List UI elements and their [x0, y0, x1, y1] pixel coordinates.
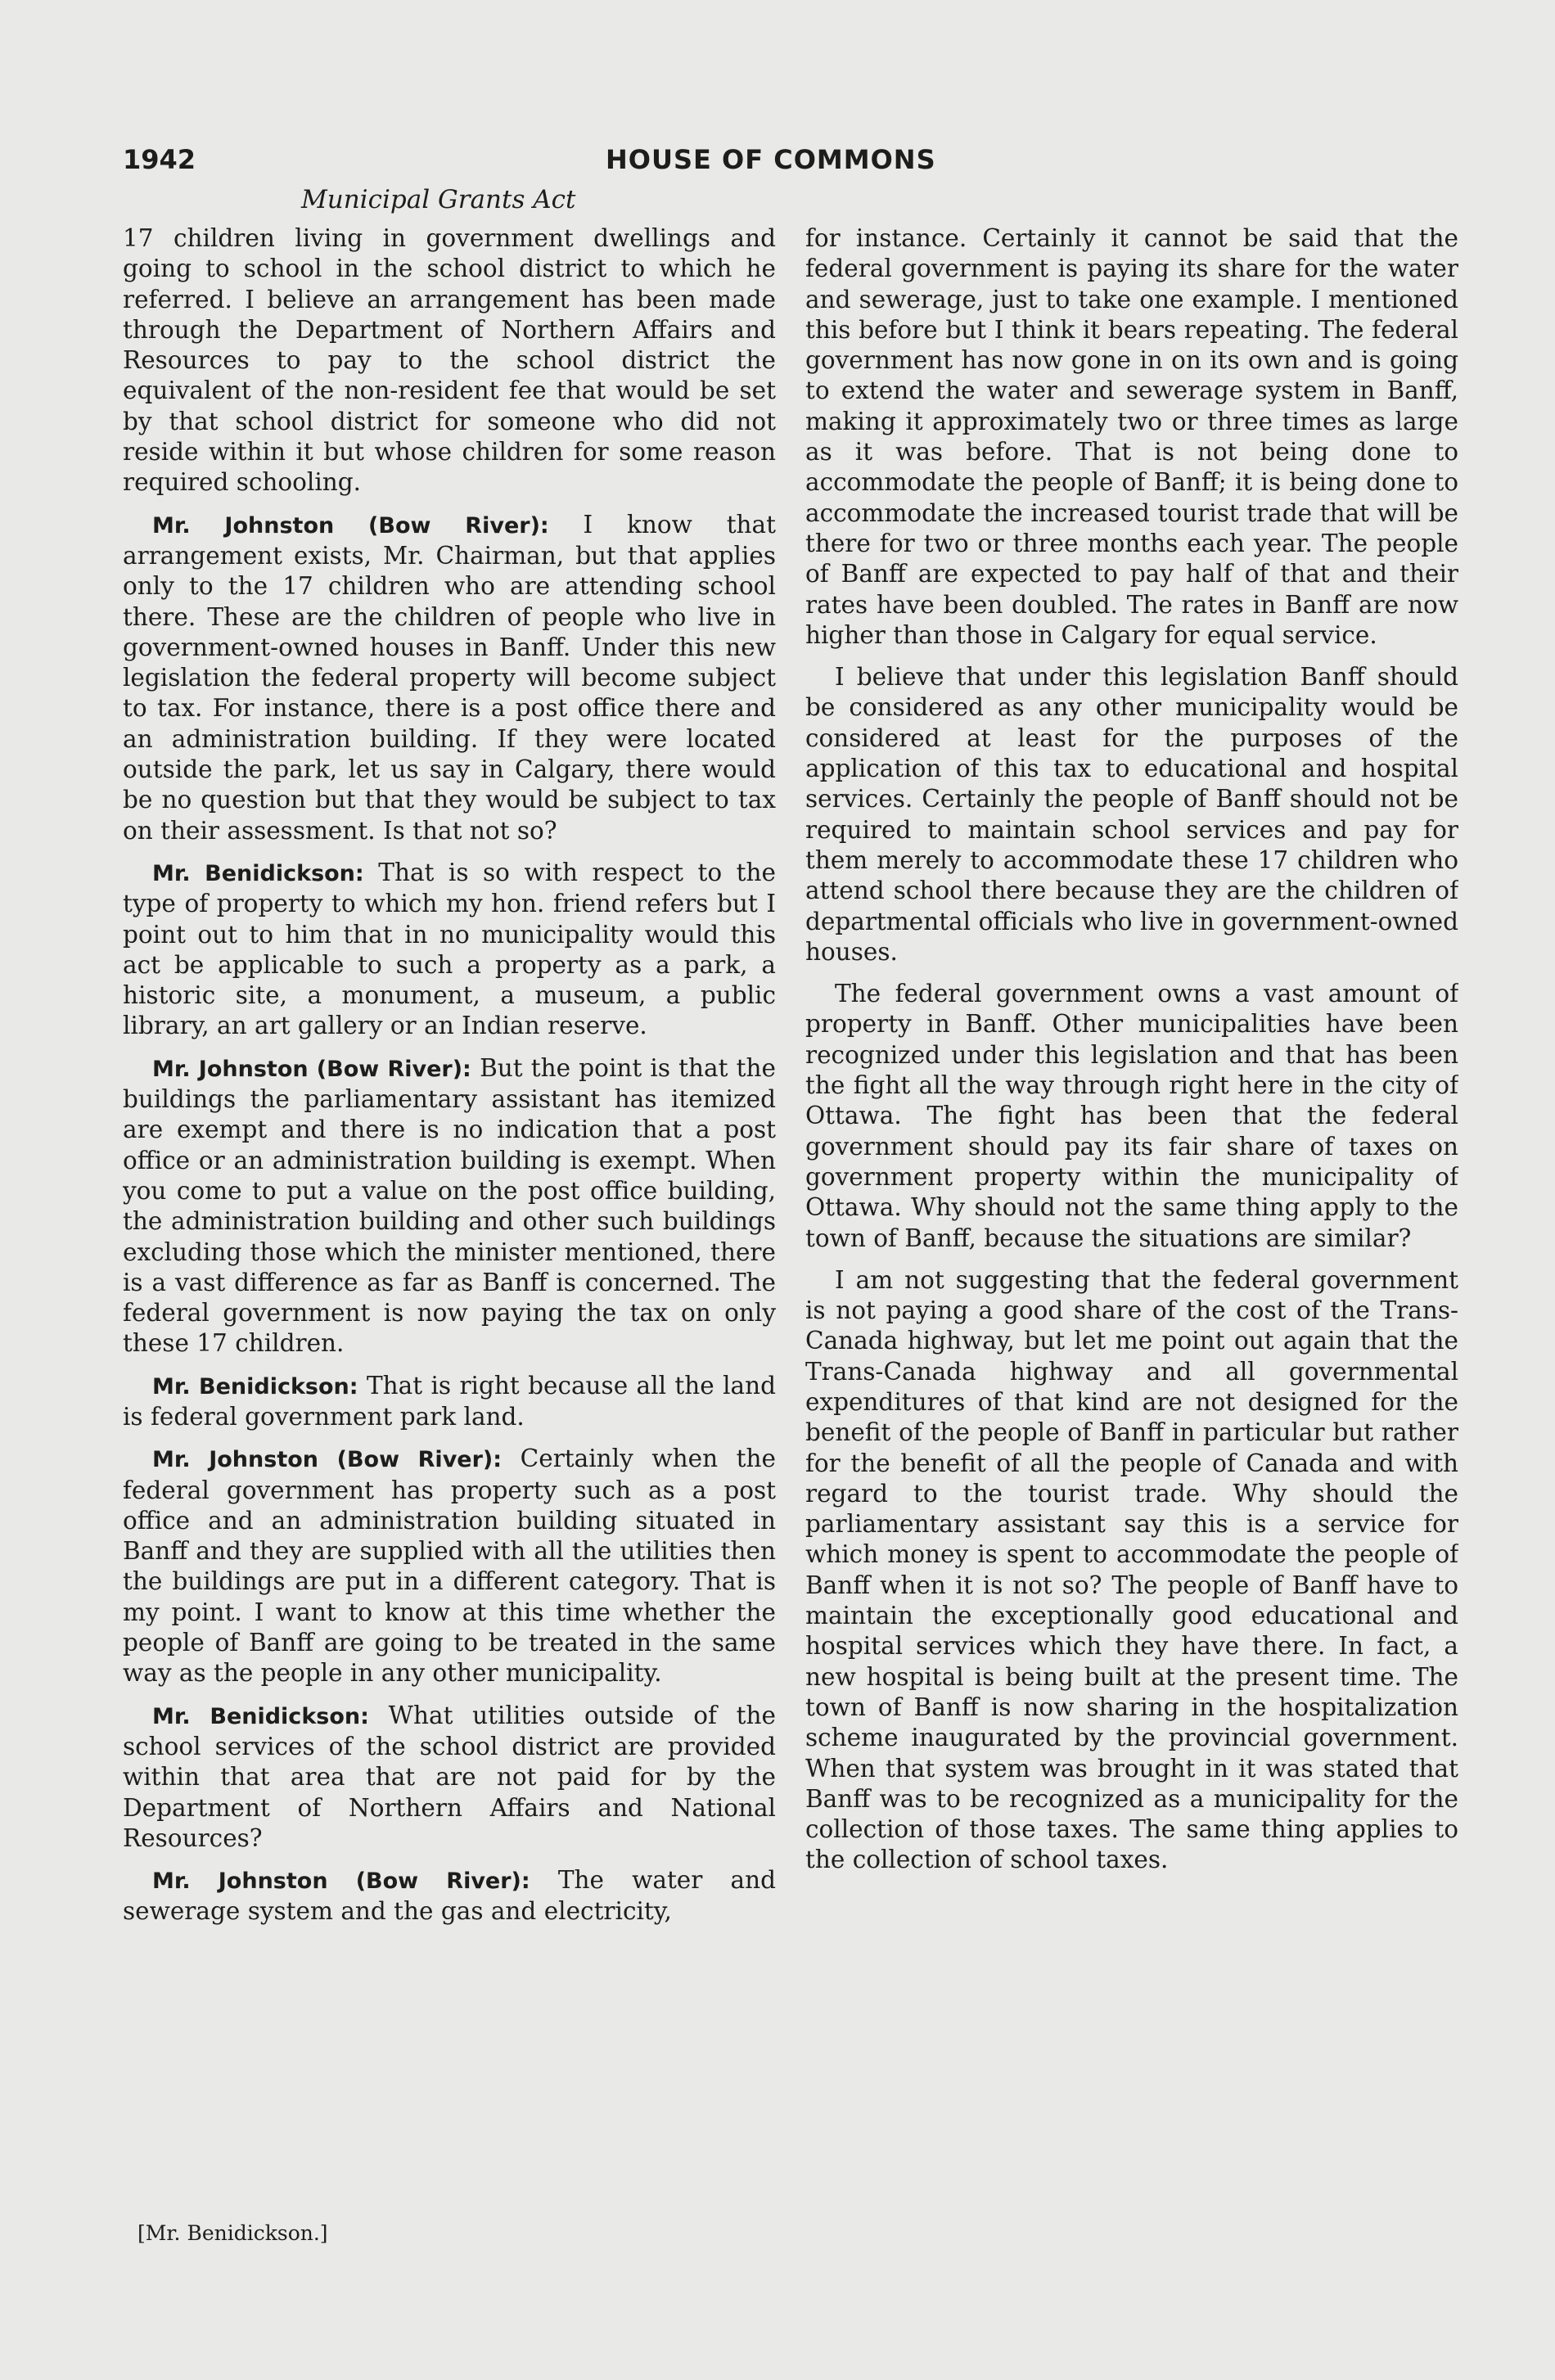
- paragraph-text: Certainly when the federal government has property such as a post office and an administration building situated in Banff and they are supplied with all the utilities then the buildings are put in a different category. That is my point. I want to know at this time whether the people of Banff are going to be treated in the same way as the people in any other municipality.: [123, 1445, 776, 1688]
- paragraph: [123, 1053, 776, 1359]
- paragraph-text: The federal government owns a vast amount of property in Banff. Other municipalities have been recognized under this legislation and that has been the fight all the way through right here in the city of Ottawa. The fight has been that the federal government should pay its fair share of taxes on government property within the municipality of Ottawa. Why should not the same thing apply to the town of Banff, because the situations are similar?: [805, 980, 1458, 1252]
- speaker-name: Mr. Johnston (Bow River):: [152, 1447, 503, 1473]
- paragraph-text: That is so with respect to the type of property to which my hon. friend refers but I point out to him that in no municipality would this act be applicable to such a property as a park, a historic site, a monument, a museum, a public library, an art gallery or an Indian reserve.: [123, 858, 776, 1040]
- paragraph: [123, 223, 776, 498]
- paragraph: [123, 510, 776, 846]
- paragraph: [123, 1444, 776, 1688]
- paragraph-text: What utilities outside of the school services of the school district are provided within that area that are not paid for by the Department of Northern Affairs and National Resources?: [123, 1701, 776, 1852]
- page-header: [123, 144, 1465, 190]
- section-subtitle: Municipal Grants Act: [301, 185, 576, 214]
- paragraph: [123, 1701, 776, 1854]
- paragraph: [805, 223, 1458, 651]
- paragraph-text: That is right because all the land is federal government park land.: [123, 1371, 776, 1431]
- paragraph: [123, 858, 776, 1042]
- paragraph: [123, 1865, 776, 1927]
- running-title: HOUSE OF COMMONS: [606, 144, 936, 175]
- speaker-name: Mr. Johnston (Bow River):: [152, 1868, 530, 1895]
- left-column: [123, 223, 776, 2237]
- paragraph-text: But the point is that the buildings the parliamentary assistant has itemized are exempt and there is no indication that a post office or an administration building is exempt. When you come to put a value on the post office building, the administration building and other such buildings excluding those which the minister mentioned, there is a vast difference as far as Banff is concerned. The federal government is now paying the tax on only these 17 children.: [123, 1053, 776, 1358]
- paragraph-text: for instance. Certainly it cannot be said that the federal government is paying its share for the water and sewerage, just to take one example. I mentioned this before but I think it bears repeating. The federal government has now gone in on its own and is going to extend the water and sewerage system in Banff, making it approximately two or three times as large as it was before. That is not being done to accommodate the people of Banff; it is being done to accommodate the increased tourist trade that will be there for two or three months each year. The people of Banff are expected to pay half of that and their rates have been doubled. The rates in Banff are now higher than those in Calgary for equal service.: [805, 224, 1458, 649]
- paragraph-text: I know that arrangement exists, Mr. Chairman, but that applies only to the 17 children who are attending school there. These are the children of people who live in government-owned houses in Banff. Under this new legislation the federal property will become subject to tax. For instance, there is a post office there and an administration building. If they were located outside the park, let us say in Calgary, there would be no question but that they would be subject to tax on their assessment. Is that not so?: [123, 510, 776, 845]
- paragraph-text: 17 children living in government dwellings and going to school in the school district to which he referred. I believe an arrangement has been made through the Department of Northern Affairs and Resources to pay to the school district the equivalent of the non-resident fee that would be set by that school district for someone who did not reside within it but whose children for some reason required schooling.: [123, 224, 776, 497]
- speaker-name: Mr. Benidickson:: [152, 860, 364, 886]
- paragraph-text: The water and sewerage system and the gas and electricity,: [123, 1866, 776, 1926]
- speaker-name: Mr. Johnston (Bow River):: [152, 512, 549, 539]
- paragraph-text: I am not suggesting that the federal government is not paying a good share of the cost of the Trans-Canada highway, but let me point out again that the Trans-Canada highway and all governmental expenditures of that kind are not designed for the benefit of the people of Banff in particular but rather for the benefit of all the people of Canada and with regard to the tourist trade. Why should the parliamentary assistant say this is a service for which money is spent to accommodate the people of Banff when it is not so? The people of Banff have to maintain the exceptionally good educational and hospital services which they have there. In fact, a new hospital is being built at the present time. The town of Banff is now sharing in the hospitalization scheme inaugurated by the provincial government. When that system was brought in it was stated that Banff was to be recognized as a municipality for the collection of those taxes. The same thing applies to the collection of school taxes.: [805, 1265, 1458, 1874]
- paragraph: [123, 1371, 776, 1433]
- speaker-reference-footer: [Mr. Benidickson.]: [137, 2221, 328, 2245]
- speaker-name: Mr. Benidickson:: [152, 1373, 358, 1400]
- paragraph: [805, 979, 1458, 1254]
- speaker-name: Mr. Johnston (Bow River):: [152, 1056, 471, 1082]
- paragraph: [805, 662, 1458, 967]
- paragraph-text: I believe that under this legislation Banff should be considered as any other municipality would be considered at least for the purposes of the application of this tax to educational and hospital services. Certainly the people of Banff should not be required to maintain school services and pay for them merely to accommodate these 17 children who attend school there because they are the children of departmental officials who live in government-owned houses.: [805, 663, 1458, 966]
- page-number: 1942: [123, 144, 196, 175]
- paragraph: [805, 1265, 1458, 1876]
- right-column: [805, 223, 1458, 2237]
- speaker-name: Mr. Benidickson:: [152, 1703, 369, 1729]
